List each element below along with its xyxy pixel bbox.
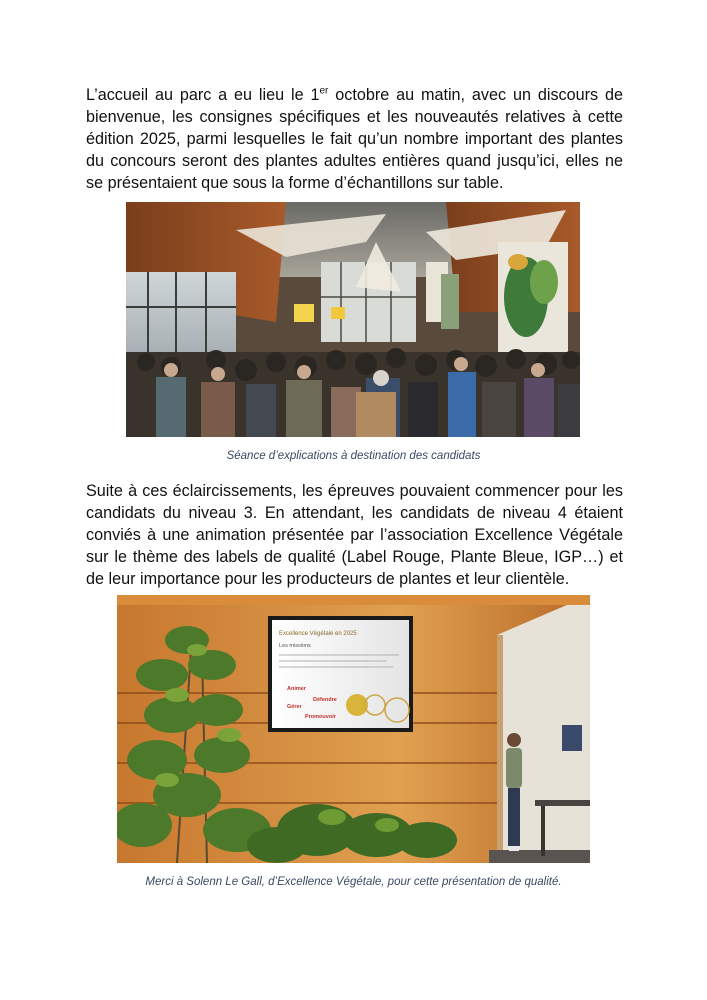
ordinal-superscript: er: [319, 85, 329, 97]
photo-presentation-caption: Merci à Solenn Le Gall, d’Excellence Végétale, pour cette présentation de qualité.: [145, 876, 562, 888]
photo-briefing-illustration: [126, 202, 580, 437]
paragraph-welcome: [86, 84, 623, 194]
screen-word-animer: Animer: [287, 686, 306, 692]
screen-word-defendre: Défendre: [313, 697, 337, 703]
screen-subtitle: Les missions: [279, 643, 311, 649]
photo-briefing-session: [126, 202, 580, 437]
photo-briefing-caption: Séance d’explications à destination des candidats: [226, 450, 481, 462]
photo-presentation-illustration: [117, 595, 590, 863]
photo-presentation: [117, 595, 590, 863]
paragraph-welcome-text-end: octobre au matin, avec un discours de bienvenue, les consignes spécifiques et les nouveautés relatives à cette édition 2025, parmi lesquelles le fait qu’un nombre important des plantes du concours seront des plantes adultes entières quand jusqu’ici, elles ne se présentaient que sous la forme d’échantillons sur table.: [86, 86, 623, 192]
screen-title: Excellence Végétale en 2025: [279, 631, 357, 637]
paragraph-welcome-text-start: L’accueil au parc a eu lieu le 1: [86, 86, 320, 104]
screen-word-gerer: Gérer: [287, 704, 302, 710]
paragraph-events: Suite à ces éclaircissements, les épreuves pouvaient commencer pour les candidats du niveau 3. En attendant, les candidats de niveau 4 étaient conviés à une animation présentée par l’association Excellence Végétale sur le thème des labels de qualité (Label Rouge, Plante Bleue, IGP…) et de leur importance pour les producteurs de plantes et leur clientèle.: [86, 482, 623, 588]
screen-word-promouvoir: Promouvoir: [305, 714, 336, 720]
